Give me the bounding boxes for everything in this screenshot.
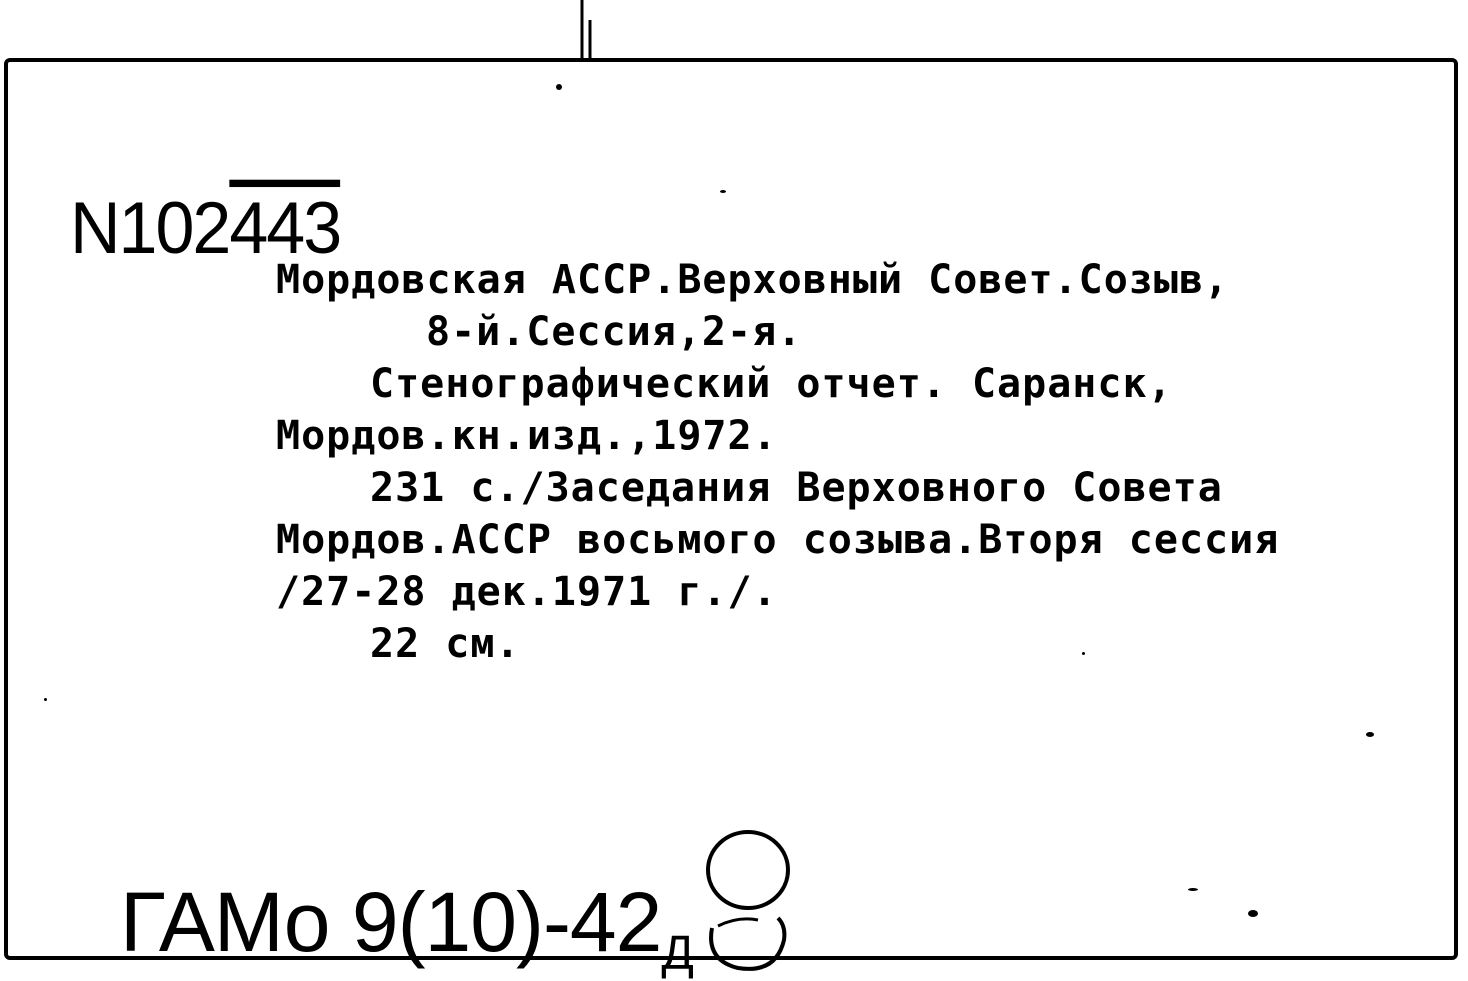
speck	[1366, 732, 1374, 737]
speck	[720, 190, 726, 193]
shelf-mark-number: 443	[229, 187, 341, 269]
entry-line-4: Мордов.кн.изд.,1972.	[276, 413, 778, 459]
bibliographic-entry	[8, 62, 1454, 956]
archive-code-sub: Д	[661, 927, 693, 980]
speck	[556, 84, 562, 90]
entry-line-8: 22 см.	[370, 621, 521, 667]
entry-line-3: Стенографический отчет. Саранск,	[370, 361, 1173, 407]
entry-line-5: 231 с./Заседания Верховного Совета	[370, 465, 1223, 511]
archive-code	[120, 874, 693, 981]
speck	[1188, 888, 1198, 891]
entry-line-2: 8-й.Сессия,2-я.	[426, 309, 803, 355]
card-tab-notch	[578, 0, 596, 66]
speck	[44, 698, 47, 701]
catalog-card	[4, 58, 1458, 980]
entry-line-7: /27-28 дек.1971 г./.	[276, 569, 778, 615]
shelf-mark-prefix: N102	[70, 187, 230, 269]
speck	[1082, 652, 1085, 655]
circle-stamp-mark	[698, 830, 798, 978]
entry-line-6: Мордов.АССР восьмого созыва.Вторя сессия	[276, 517, 1280, 563]
entry-line-1: Мордовская АССР.Верховный Совет.Созыв,	[276, 257, 1230, 303]
speck	[1248, 910, 1258, 917]
archive-code-main: ГАМо 9(10)-42	[120, 875, 662, 969]
